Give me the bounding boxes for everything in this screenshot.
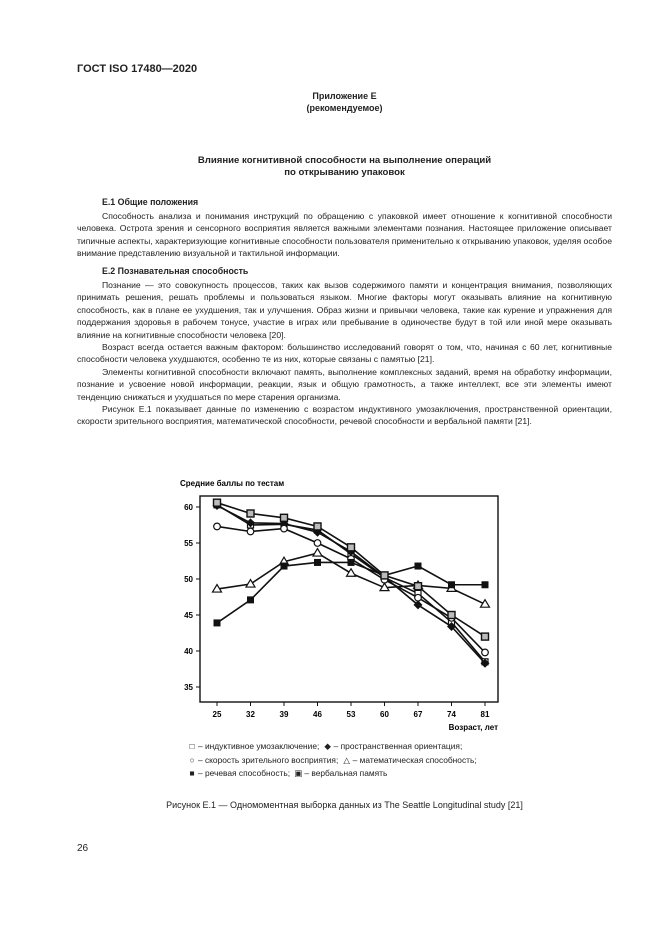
standard-header: ГОСТ ISO 17480—2020: [77, 63, 198, 75]
data-point: [247, 510, 254, 517]
x-tick-label: 81: [480, 710, 490, 719]
plot-frame: [200, 496, 498, 702]
legend-label: – математическая способность;: [352, 754, 477, 765]
chart-title: Средние баллы по тестам: [180, 479, 285, 488]
legend-label: – речевая способность;: [198, 768, 291, 779]
data-point: [314, 540, 321, 547]
legend-label: – вербальная память: [304, 768, 388, 779]
section-e2-heading: Е.2 Познавательная способность: [102, 266, 249, 276]
paragraph: Рисунок Е.1 показывает данные по изменению с возрастом индуктивного умозаключения, пространственной ориентации, скорости зрительного восприятия, математической способности, речевой способности и вербальной памяти [21].: [77, 404, 612, 427]
figure-caption: Рисунок Е.1 — Одномоментная выборка данных из The Seattle Longitudinal study [21]: [166, 800, 523, 810]
legend-label: – индуктивное умозаключение;: [198, 741, 320, 751]
data-point: [214, 499, 221, 506]
x-tick-label: 74: [447, 710, 456, 719]
page-title-line2: по открыванию упаковок: [284, 167, 405, 178]
x-tick-label: 32: [246, 710, 255, 719]
data-point: [281, 563, 288, 570]
x-tick-label: 53: [346, 710, 356, 719]
data-point: [415, 563, 422, 570]
appendix-title: Приложение Е: [312, 91, 377, 101]
section-e2-body: [77, 279, 612, 428]
data-point: [246, 580, 255, 588]
data-point: [415, 583, 422, 590]
data-point: [448, 581, 455, 588]
data-point: [281, 525, 288, 532]
data-point: [313, 549, 322, 557]
figure-e1-chart: [170, 479, 510, 735]
open-square-icon: □: [189, 741, 195, 751]
data-point: [381, 572, 388, 579]
data-point: [314, 523, 321, 530]
appendix-status: (рекомендуемое): [306, 103, 383, 113]
y-tick-label: 50: [184, 575, 193, 584]
paragraph: Возраст всегда остается важным фактором: большинство исследований говорят о том, что, начиная с 60 лет, когнитивные способности человека ухудшаются, особенно те из них, которые связаны с памятью [21].: [77, 342, 612, 365]
data-point: [415, 594, 422, 601]
y-tick-label: 45: [184, 611, 193, 620]
chart-legend: [186, 740, 477, 781]
filled-square-icon: ■: [189, 768, 195, 779]
diamond-icon: ◆: [324, 741, 331, 751]
y-tick-label: 55: [184, 539, 193, 548]
x-tick-label: 67: [413, 710, 423, 719]
paragraph: Элементы когнитивной способности включают память, выполнение комплексных заданий, время на обработку информации, познание и усвоение новой информации, реакции, язык и общую грамотность, а также интеллект, все эти элементы имеют тенденцию снижаться и ухудшаться по мере старения организма.: [77, 366, 612, 402]
x-tick-label: 39: [279, 710, 289, 719]
data-point: [348, 544, 355, 551]
data-point: [247, 596, 254, 603]
series-line: [217, 506, 485, 664]
x-tick-label: 60: [380, 710, 389, 719]
data-point: [347, 569, 356, 577]
data-point: [247, 528, 254, 535]
data-point: [281, 514, 288, 521]
circle-icon: ○: [189, 754, 195, 765]
section-e1-body: [77, 210, 612, 260]
data-point: [348, 559, 355, 566]
paragraph: Познание — это совокупность процессов, таких как вызов содержимого памяти и концентрация внимания, позволяющих принимать решения, решать проблемы и пользоваться языком. Многие факторы могут оказывать влияние на когнитивную способность, как в плане ее ухудшения, так и улучшения. Образ жизни и привычки человека, такие как курение и упражнения для поддержания здоровья в рабочем тонусе, участие в играх или пребывание в одиночестве будут в той или иной мере оказывать влияние на когнитивные способности человека [20].: [77, 280, 612, 340]
gray-square-icon: ▣: [294, 768, 303, 779]
y-tick-label: 40: [184, 647, 193, 656]
x-tick-label: 25: [212, 710, 222, 719]
page-title-line1: Влияние когнитивной способности на выполнение операций: [197, 155, 492, 166]
legend-label: – пространственная ориентация;: [333, 741, 463, 751]
data-point: [482, 649, 489, 656]
paragraph: Способность анализа и понимания инструкций по обращению с упаковкой имеет отношение к когнитивной способности человека. Острота зрения и сенсорного восприятия является важными элементами познания. Настоящее приложение описывает типичные аспекты, характеризующие когнитивные способности пользователя применительно к открыванию упаковок, уделяя особое внимание представлению визуальной и тактильной информации.: [77, 211, 612, 259]
legend-label: – скорость зрительного восприятия;: [198, 754, 339, 765]
data-point: [482, 633, 489, 640]
page-number: 26: [77, 843, 89, 854]
y-tick-label: 60: [184, 503, 193, 512]
data-point: [314, 559, 321, 566]
x-axis-label: Возраст, лет: [448, 723, 498, 732]
data-point: [482, 581, 489, 588]
x-tick-label: 46: [313, 710, 322, 719]
data-point: [214, 523, 221, 530]
series-line: [217, 505, 485, 662]
y-tick-label: 35: [184, 683, 193, 692]
triangle-icon: △: [343, 754, 350, 765]
data-point: [214, 619, 221, 626]
data-point: [448, 612, 455, 619]
section-e1-heading: Е.1 Общие положения: [102, 197, 199, 207]
